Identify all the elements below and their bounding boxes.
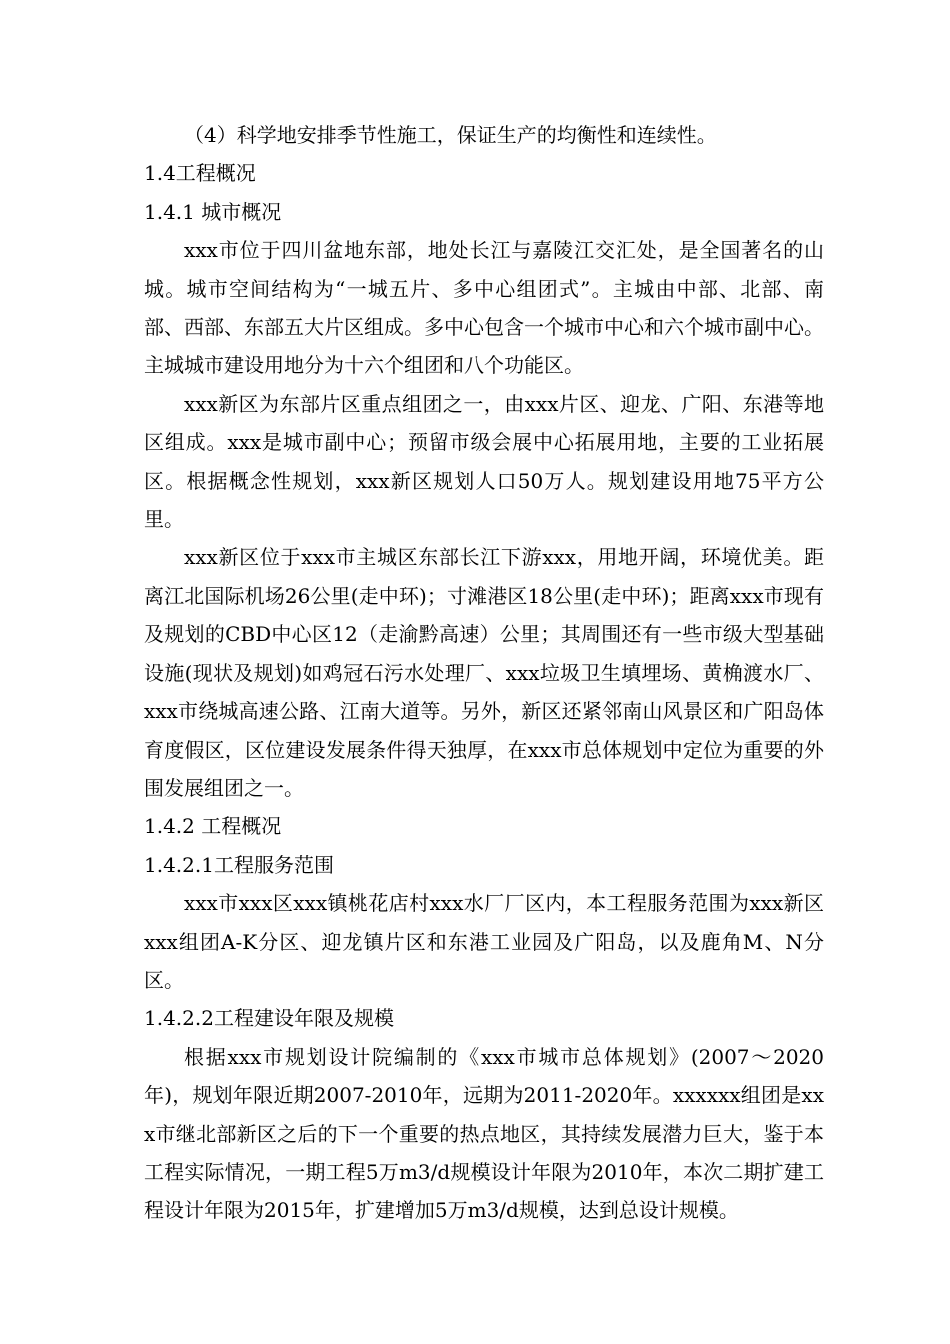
section-heading-engineering-overview: 1.4.2 工程概况 [144,814,282,839]
document-body [144,116,824,1230]
section-heading-construction-period-scale: 1.4.2.2工程建设年限及规模 [144,1006,394,1031]
paragraph-service-scope: xxx市xxx区xxx镇桃花店村xxx水厂厂区内，本工程服务范围为xxx新区xxx组团A-K分区、迎龙镇片区和东港工业园及广阳岛，以及鹿角M、N分区。 [144,891,824,992]
section-heading-service-scope: 1.4.2.1工程服务范围 [144,852,334,877]
paragraph-construction-note: （4）科学地安排季节性施工，保证生产的均衡性和连续性。 [184,123,717,147]
section-heading-project-overview: 1.4工程概况 [144,161,256,186]
paragraph-new-district: xxx新区为东部片区重点组团之一，由xxx片区、迎龙、广阳、东港等地区组成。xxx是城市副中心；预留市级会展中心拓展用地，主要的工业拓展区。根据概念性规划，xxx新区规划人口50万人。规划建设用地75平方公里。 [144,391,824,532]
paragraph-district-location: xxx新区位于xxx市主城区东部长江下游xxx，用地开阔，环境优美。距离江北国际机场26公里(走中环)；寸滩港区18公里(走中环)；距离xxx市现有及规划的CBD中心区12（走渝黔高速）公里；其周围还有一些市级大型基础设施(现状及规划)如鸡冠石污水处理厂、xxx垃圾卫生填埋场、黄桷渡水厂、xxx市绕城高速公路、江南大道等。另外，新区还紧邻南山风景区和广阳岛体育度假区，区位建设发展条件得天独厚，在xxx市总体规划中定位为重要的外围发展组团之一。 [144,545,824,800]
section-heading-city-overview: 1.4.1 城市概况 [144,199,282,224]
paragraph-construction-period-scale: 根据xxx市规划设计院编制的《xxx市城市总体规划》(2007～2020年)，规划年限近期2007-2010年，远期为2011-2020年。xxxxxx组团是xxx市继北部新区之后的下一个重要的热点地区，其持续发展潜力巨大，鉴于本工程实际情况，一期工程5万m3/d规模设计年限为2010年，本次二期扩建工程设计年限为2015年，扩建增加5万m3/d规模，达到总设计规模。 [144,1044,824,1223]
paragraph-city-location: xxx市位于四川盆地东部，地处长江与嘉陵江交汇处，是全国著名的山城。城市空间结构为“一城五片、多中心组团式”。主城由中部、北部、南部、西部、东部五大片区组成。多中心包含一个城市中心和六个城市副中心。主城城市建设用地分为十六个组团和八个功能区。 [144,238,824,378]
